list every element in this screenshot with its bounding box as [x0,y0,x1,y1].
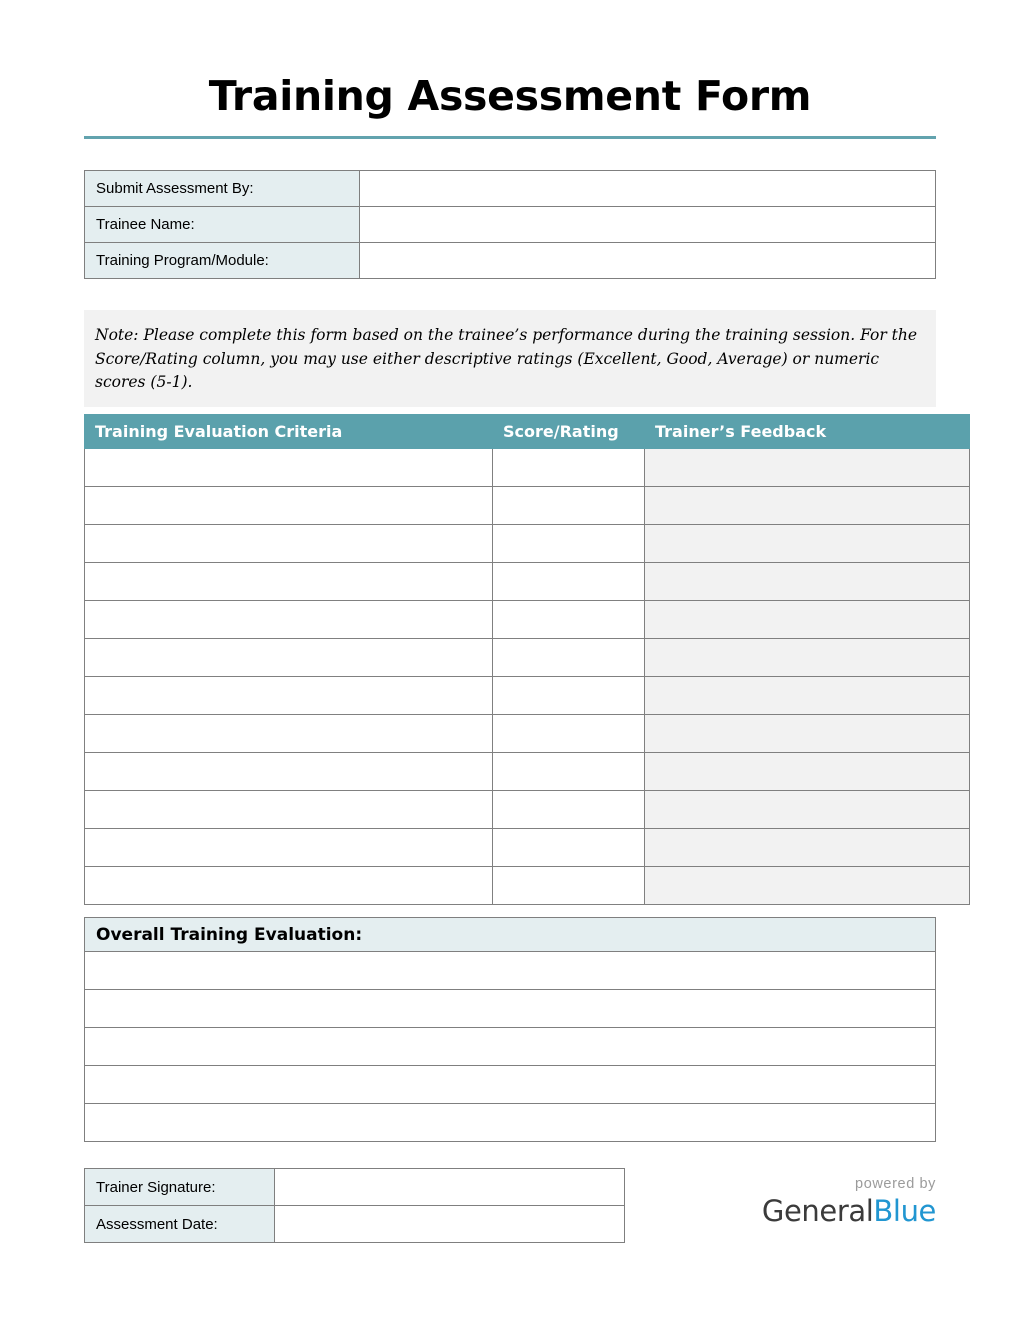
feedback-cell[interactable] [645,753,970,791]
table-row [85,791,970,829]
feedback-cell[interactable] [645,867,970,905]
feedback-cell[interactable] [645,449,970,487]
score-cell[interactable] [493,715,645,753]
criteria-cell[interactable] [85,829,493,867]
feedback-cell[interactable] [645,487,970,525]
table-row [85,207,936,243]
feedback-cell[interactable] [645,525,970,563]
table-row [85,639,970,677]
table-row [85,171,936,207]
criteria-cell[interactable] [85,487,493,525]
overall-evaluation-line[interactable] [85,1066,936,1104]
criteria-cell[interactable] [85,525,493,563]
table-header-row [85,918,936,952]
table-row [85,563,970,601]
feedback-cell[interactable] [645,829,970,867]
criteria-cell[interactable] [85,867,493,905]
column-header-score: Score/Rating [493,415,645,449]
overall-evaluation-line[interactable] [85,1104,936,1142]
score-cell[interactable] [493,867,645,905]
table-row [85,449,970,487]
table-row [85,952,936,990]
column-header-feedback: Trainer’s Feedback [645,415,970,449]
brand-name-second: Blue [873,1194,936,1228]
table-row [85,829,970,867]
powered-by-label: powered by [855,1176,936,1192]
criteria-cell[interactable] [85,639,493,677]
table-row [85,677,970,715]
trainer-signature-label: Trainer Signature: [85,1169,275,1206]
criteria-cell[interactable] [85,715,493,753]
score-cell[interactable] [493,829,645,867]
criteria-cell[interactable] [85,753,493,791]
feedback-cell[interactable] [645,563,970,601]
column-header-criteria: Training Evaluation Criteria [85,415,493,449]
feedback-cell[interactable] [645,715,970,753]
generalblue-logo [700,1194,936,1228]
criteria-cell[interactable] [85,449,493,487]
page-title: Training Assessment Form [208,72,812,120]
overall-evaluation-table [84,917,936,1142]
criteria-cell[interactable] [85,791,493,829]
feedback-cell[interactable] [645,639,970,677]
table-row [85,1104,936,1142]
overall-evaluation-line[interactable] [85,952,936,990]
table-row [85,243,936,279]
table-header-row [85,415,970,449]
table-row [85,1028,936,1066]
feedback-cell[interactable] [645,601,970,639]
submit-assessment-by-label: Submit Assessment By: [85,171,360,207]
trainee-name-input[interactable] [360,207,936,243]
feedback-cell[interactable] [645,791,970,829]
footer-branding [700,1176,936,1228]
score-cell[interactable] [493,449,645,487]
criteria-cell[interactable] [85,677,493,715]
criteria-cell[interactable] [85,563,493,601]
instructions-note: Note: Please complete this form based on the trainee’s performance during the training session. For the Score/Rating column, you may use either descriptive ratings (Excellent, Good, Average) or numeric scores (5-1). [84,310,936,407]
trainee-name-label: Trainee Name: [85,207,360,243]
table-row [85,1066,936,1104]
trainer-signature-input[interactable] [275,1169,625,1206]
table-row [85,525,970,563]
criteria-cell[interactable] [85,601,493,639]
overall-evaluation-heading: Overall Training Evaluation: [85,918,936,952]
signature-table [84,1168,625,1243]
score-cell[interactable] [493,639,645,677]
submit-assessment-by-input[interactable] [360,171,936,207]
feedback-cell[interactable] [645,677,970,715]
assessment-date-label: Assessment Date: [85,1206,275,1243]
score-cell[interactable] [493,677,645,715]
table-row [85,990,936,1028]
header-info-table [84,170,936,279]
overall-evaluation-line[interactable] [85,990,936,1028]
table-row [85,753,970,791]
table-row [85,1169,625,1206]
table-row [85,867,970,905]
title-divider [84,136,936,139]
score-cell[interactable] [493,791,645,829]
score-cell[interactable] [493,563,645,601]
criteria-evaluation-table [84,414,970,905]
overall-evaluation-line[interactable] [85,1028,936,1066]
score-cell[interactable] [493,487,645,525]
table-row [85,1206,625,1243]
brand-name-first: General [761,1194,874,1228]
training-program-label: Training Program/Module: [85,243,360,279]
table-row [85,601,970,639]
table-row [85,487,970,525]
assessment-date-input[interactable] [275,1206,625,1243]
score-cell[interactable] [493,525,645,563]
score-cell[interactable] [493,601,645,639]
score-cell[interactable] [493,753,645,791]
table-row [85,715,970,753]
training-program-input[interactable] [360,243,936,279]
